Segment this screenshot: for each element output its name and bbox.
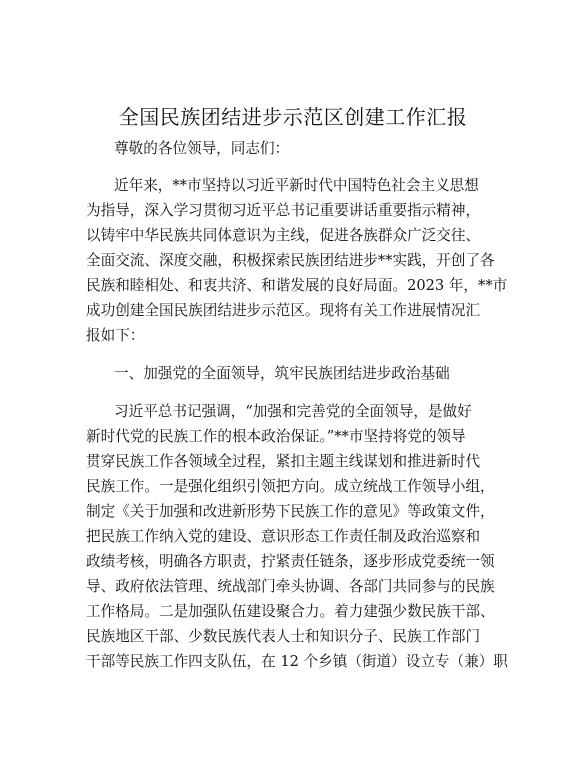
paragraph-line: 民族地区干部、少数民族代表人士和知识分子、民族工作部门 [86, 628, 481, 645]
paragraph-line: 导、政府依法管理、统战部门牵头协调、各部门共同参与的民族 [86, 578, 495, 595]
paragraph-line: 民族和睦相处、和衷共济、和谐发展的良好局面。2023 年，**市 [86, 277, 508, 294]
paragraph-line: 全面交流、深度交融，积极探索民族团结进步**实践，开创了各 [86, 252, 495, 269]
paragraph-line: 成功创建全国民族团结进步示范区。现将有关工作进展情况汇 [86, 302, 481, 319]
paragraph-line: 以铸牢中华民族共同体意识为主线，促进各族群众广泛交往、 [86, 227, 481, 244]
paragraph-line: 制定《关于加强和改进新形势下民族工作的意见》等政策文件， [86, 503, 495, 520]
paragraph-line: 为指导，深入学习贯彻习近平总书记重要讲话重要指示精神， [86, 202, 481, 219]
paragraph-line: 政绩考核，明确各方职责，拧紧责任链条，逐步形成党委统一领 [86, 553, 495, 570]
section-heading: 一、加强党的全面领导，筑牢民族团结进步政治基础 [114, 365, 450, 382]
paragraph-line: 习近平总书记强调，“加强和完善党的全面领导，是做好 [114, 403, 472, 420]
paragraph-line: 报如下： [86, 327, 145, 344]
paragraph-line: 干部等民族工作四支队伍，在 12 个乡镇（街道）设立专（兼）职 [86, 653, 508, 670]
paragraph-line: 工作格局。二是加强队伍建设聚合力。着力建强少数民族干部、 [86, 603, 495, 620]
paragraph-line: 近年来，**市坚持以习近平新时代中国特色社会主义思想 [114, 177, 479, 194]
document-title: 全国民族团结进步示范区创建工作汇报 [118, 105, 468, 129]
paragraph-line: 把民族工作纳入党的建设、意识形态工作责任制及政治巡察和 [86, 528, 481, 545]
salutation-line: 尊敬的各位领导，同志们： [114, 140, 290, 157]
paragraph-line: 贯穿民族工作各领域全过程，紧扣主题主线谋划和推进新时代 [86, 453, 481, 470]
paragraph-line: 新时代党的民族工作的根本政治保证。”**市坚持将党的领导 [86, 428, 466, 445]
paragraph-line: 民族工作。一是强化组织引领把方向。成立统战工作领导小组， [86, 478, 495, 495]
